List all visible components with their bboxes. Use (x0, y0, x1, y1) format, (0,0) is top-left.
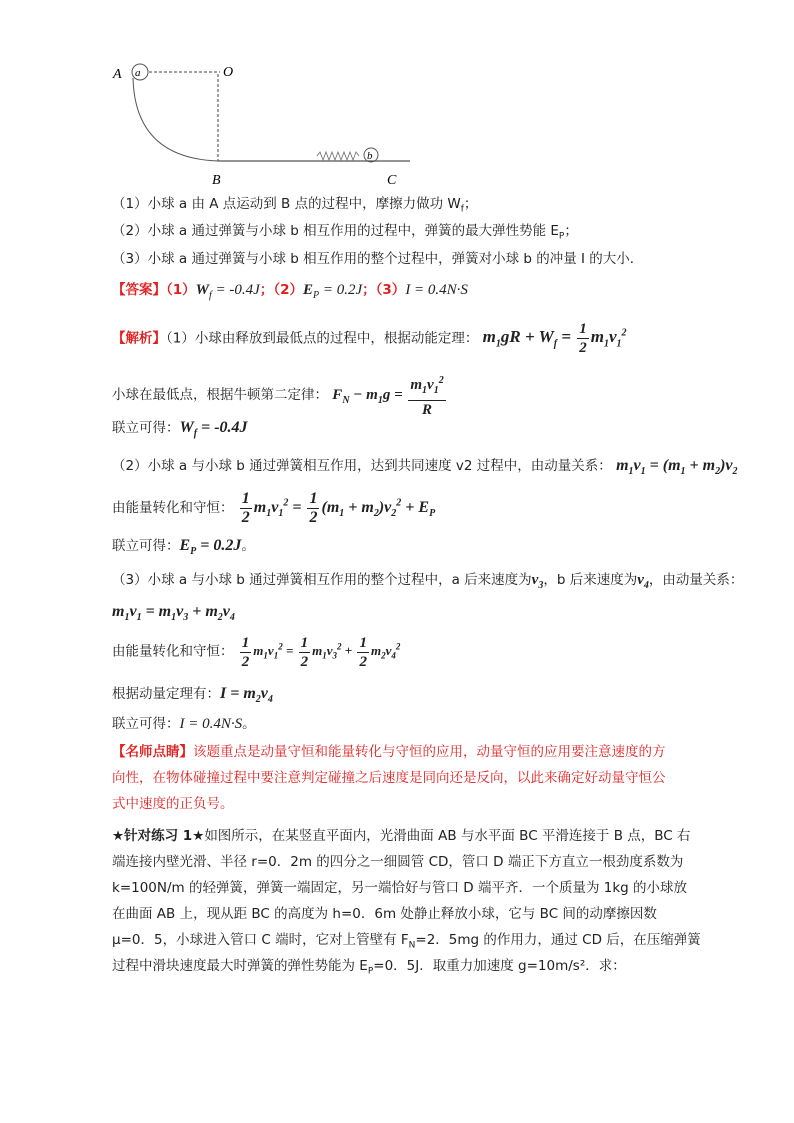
work-energy-equation: $m_1gR + W_f$ = $\frac{1}{2}$ $m_1v_1^2$ (482, 321, 627, 356)
analysis-5: 由能量转化和守恒： $\frac{1}{2}$ $m_1v_1^2$ = $\frac{1}{2}$ $(m_1 + m_2)v_2^2 + E_P$ (112, 490, 436, 526)
analysis-7-equation (112, 602, 235, 628)
question-2: （2）小球 a 通过弹簧与小球 b 相互作用的过程中，弹簧的最大弹性势能 $E_P$； (112, 223, 578, 242)
analysis-1: 【解析】（1）小球由释放到最低点的过程中，根据动能定理： $m_1gR + W_f$ = $\frac{1}{2}$ $m_1v_1^2$ (112, 321, 627, 356)
practice-line-1: ★针对练习 1★如图所示，在某竖直平面内，光滑曲面 AB 与水平面 BC 平滑连接于 B 点，BC 右 (112, 828, 691, 844)
energy-equation-1: $\frac{1}{2}$ $m_1v_1^2$ = $\frac{1}{2}$ $(m_1 + m_2)v_2^2 + E_P$ (241, 490, 436, 526)
friction-work-result: $W_f = -0.4J$ (179, 419, 248, 440)
analysis-9: 根据动量定理有：$I = m_2v_4$ (112, 685, 273, 706)
practice-label: ★针对练习 1★ (112, 828, 205, 844)
practice-line-5: μ=0．5，小球进入管口 C 端时，它对上管壁有 $F_N=2$．5mg 的作用力，通过 CD 后，在压缩弹簧 (112, 932, 701, 951)
answer-label: 【答案】 (112, 282, 166, 298)
analysis-4: （2）小球 a 与小球 b 通过弹簧相互作用，达到共同速度 v2 过程中，由动量关系： $m_1v_1 = (m_1 + m_2)v_2$ (112, 457, 738, 478)
label-B: B (212, 173, 221, 188)
teacher-note-line-3: 式中速度的正负号。 (112, 796, 234, 812)
spring (317, 152, 359, 160)
label-b: b (367, 150, 373, 162)
answer-line: 【答案】$(1)W_f = -0.4J$；$(2)E_P = 0.2J$；（3）I = 0.4N·S (112, 282, 468, 301)
analysis-6: 联立可得：$E_P = 0.2J$。 (112, 537, 255, 558)
newton-second-law-equation: $F_N - m_1g$ = $\frac{m_1v_1^2}{R}$ (332, 387, 447, 403)
teacher-note-line-1: 【名师点睛】该题重点是动量守恒和能量转化与守恒的应用，动量守恒的应用要注意速度的方 (112, 744, 666, 760)
curved-track (133, 78, 218, 161)
v3-symbol: $v_3$ (531, 572, 544, 591)
analysis-7: （3）小球 a 与小球 b 通过弹簧相互作用的整个过程中，a 后来速度为$v_3$，b 后来速度为$v_4$，由动量关系： (112, 572, 744, 591)
practice-line-2: 端连接内壁光滑、半径 r=0．2m 的四分之一细圆管 CD，管口 D 端正下方直立一根劲度系数为 (112, 854, 684, 870)
teacher-note-label: 【名师点睛】 (112, 744, 193, 760)
momentum-equation-1: $m_1v_1 = (m_1 + m_2)v_2$ (616, 457, 738, 478)
physics-diagram (105, 58, 425, 188)
elastic-energy-result: $E_P = 0.2J$ (179, 537, 242, 558)
label-C: C (387, 173, 397, 188)
analysis-2: 小球在最低点，根据牛顿第二定律： $F_N - m_1g$ = $\frac{m_1v_1^2}{R}$ (112, 372, 448, 419)
answer-3-formula: I = 0.4N·S (405, 282, 468, 298)
practice-line-6: 过程中滑块速度最大时弹簧的弹性势能为 $E_P=0$．5J．取重力加速度 g=10m/s²．求： (112, 958, 626, 977)
analysis-10: 联立可得：I = 0.4N·S。 (112, 716, 256, 732)
label-A: A (113, 67, 122, 82)
question-3: （3）小球 a 通过弹簧与小球 b 相互作用的整个过程中，弹簧对小球 b 的冲量 I 的大小． (112, 251, 644, 267)
impulse-result: I = 0.4N·S (179, 716, 243, 732)
label-a: a (135, 67, 141, 79)
teacher-note-line-2: 向性，在物体碰撞过程中要注意判定碰撞之后速度是同向还是反向，以此来确定好动量守恒公 (112, 770, 666, 786)
answer-2-formula: $E_P = 0.2J$ (302, 282, 363, 301)
momentum-equation-2: $m_1v_1 = m_1v_3 + m_2v_4$ (112, 603, 235, 624)
impulse-equation: $I = m_2v_4$ (220, 685, 273, 706)
question-1: （1）小球 a 由 A 点运动到 B 点的过程中，摩擦力做功 $W_f$； (112, 196, 478, 215)
answer-1-formula: $W_f = -0.4J$ (195, 282, 260, 301)
practice-line-3: k=100N/m 的轻弹簧，弹簧一端固定，另一端恰好与管口 D 端平齐．一个质量为 1kg 的小球放 (112, 880, 688, 896)
v4-symbol: $v_4$ (637, 572, 649, 591)
label-O: O (223, 65, 234, 80)
analysis-3: 联立可得：$W_f = -0.4J$ (112, 419, 248, 440)
practice-line-4: 在曲面 AB 上，现从距 BC 的高度为 h=0．6m 处静止释放小球，它与 BC 间的动摩擦因数 (112, 906, 657, 922)
energy-equation-2: $\frac{1}{2}$ $m_1v_1^2$ = $\frac{1}{2}$ $m_1v_3^2$ + $\frac{1}{2}$ $m_2v_4^2$ (241, 635, 401, 670)
analysis-8: 由能量转化和守恒： $\frac{1}{2}$ $m_1v_1^2$ = $\frac{1}{2}$ $m_1v_3^2$ + $\frac{1}{2}$ $m_2v_4^2$ (112, 635, 401, 670)
analysis-label: 【解析】 (112, 330, 166, 347)
